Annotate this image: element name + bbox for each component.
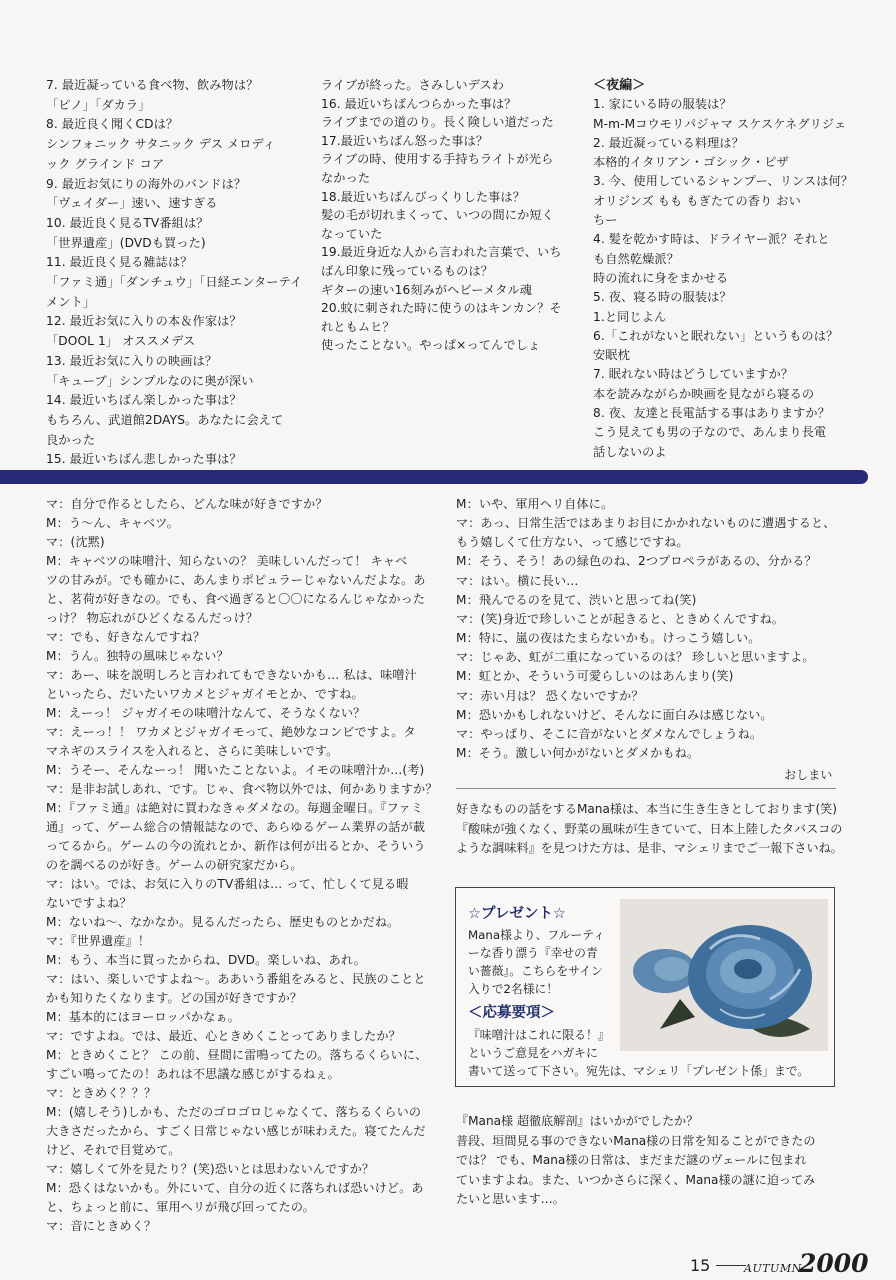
text-line: ライブまでの道のり。長く険しい道だった [321,115,554,130]
text-line: M：そう。激しい何かがないとダメかもね。 [456,746,700,761]
text-line: 10. 最近良く見るTV番組は？ [46,215,209,230]
text-line: 「キューブ」シンプルなのに奥が深い [46,373,254,388]
text-line: ギターの速い16刻みがヘビーメタル魂 [321,282,533,297]
text-line: M：うそー、そんなーっ！ 聞いたことないよ。イモの味噌汁か…(考) [46,763,425,777]
questions-column-2 [321,76,562,355]
text-line: マ：(沈黙) [46,535,105,549]
text-line: M：飛んでるのを見て、渋いと思ってね(笑) [456,592,697,607]
divider-line [456,788,836,789]
text-line: ていますよね。また、いつかさらに深く、Mana様の謎に迫ってみ [456,1172,816,1187]
text-line: 通』って、ゲーム総合の情報誌なので、あらゆるゲーム業界の話が載 [46,820,426,834]
text-line: マ：嬉しくて外を見たり？(笑)恐いとは思わないんですか？ [46,1162,375,1176]
text-line: 「ピノ」「ダカラ」 [46,97,151,112]
text-line: と、ちょっと前に、軍用ヘリが飛び回ってたの。 [46,1200,315,1214]
text-line: 17.最近いちばん怒った事は？ [321,133,489,148]
text-line: M：ときめくこと？ この前、昼間に雷鳴ってたの。落ちるくらいに、 [46,1048,428,1062]
text-line: 13. 最近お気に入りの映画は？ [46,353,218,368]
section-divider-band [0,470,868,484]
text-line: と、茗荷が好きなの。でも、食べ過ぎると〇〇になるんじゃなかった [46,592,426,606]
text-line: 1.と同じよん [593,309,667,324]
text-line: 話しないのよ [593,444,667,459]
text-line: マ：あっ、日常生活ではあまりお目にかかれないものに遭遇すると、 [456,516,836,531]
text-line: マ：ときめく？？？ [46,1086,157,1100]
text-line: い薔薇』。こちらをサイン [468,964,603,978]
text-line: 安眠枕 [593,348,630,363]
text-line: のを調べるのが好き。ゲームの研究家だから。 [46,858,303,872]
text-line: マ：はい。横に長い… [456,573,579,588]
text-line: 時の流れに身をまかせる [593,270,729,285]
text-line: 『味噌汁はこれに限る！』 [468,1028,610,1042]
text-line: 『Mana様 超徹底解剖』はいかがでしたか？ [456,1114,699,1128]
text-line: M：虹とか、そういう可愛らしいのはあんまり(笑) [456,669,734,684]
page-number: 15 [690,1256,711,1275]
present-title: ☆プレゼント☆ [468,906,566,922]
text-line: っけ？ 物忘れがひどくなるんだっけ？ [46,611,259,625]
text-line: 12. 最近お気に入りの本＆作家は？ [46,314,242,329]
text-line: M：う〜ん、キャベツ。 [46,516,179,530]
text-line: M：(嬉しそう)しかも、ただのゴロゴロじゃなくて、落ちるくらいの [46,1105,422,1119]
text-line: 7. 最近凝っている食べ物、飲み物は？ [46,78,259,92]
text-line: 8. 夜、友達と長電話する事はありますか？ [593,406,830,421]
text-line: マ：音にときめく？ [46,1219,157,1233]
text-line: ック グラインド コア [46,156,165,171]
text-line: マ：ですよね。では、最近、心ときめくことってありましたか？ [46,1029,401,1043]
text-line: 「世界遺産」(DVDも買った) [46,235,206,250]
closing-text [456,1112,815,1210]
text-line: M：特に、嵐の夜はたまらないかも。けっこう嬉しい。 [456,631,761,646]
text-line: ライブの時、使用する手持ちライトが光ら [321,152,554,167]
text-line: 入りで2名様に！ [468,982,559,996]
text-line: なかった [321,170,371,185]
text-line: マ：えーっ！！ ワカメとジャガイモって、絶妙なコンビですよ。タ [46,725,416,739]
text-line: 7. 眠れない時はどうしていますか？ [593,367,794,382]
text-line: ないですよね？ [46,896,132,910]
questions-column-3 [593,76,853,462]
apply-title: ＜応募要項＞ [468,1005,555,1021]
text-line: れともムヒ？ [321,319,395,334]
text-line: 本格的イタリアン・ゴシック・ピザ [593,155,789,170]
text-line: 髪の毛が切れまくって、いつの間にか短く [321,208,554,223]
text-line: マ：是非お試しあれ、です。じゃ、食べ物以外では、何かありますか？ [46,782,438,796]
blue-rose-photo [620,899,828,1051]
text-line: 20.蚊に刺された時に使うのはキンカン？そ [321,301,562,316]
text-line: もう嬉しくて仕方ない、って感じですね。 [456,535,689,550]
text-line: 11. 最近良く見る雑誌は？ [46,255,193,270]
text-line: 「ファミ通」「ダンチュウ」「日経エンターテイ [46,275,303,290]
text-line: 「DOOL 1」 オススメデス [46,334,196,349]
text-line: マ：はい。では、お気に入りのTV番組は… って、忙しくて見る暇 [46,877,409,891]
night-questions [593,95,853,462]
text-line: 19.最近身近な人から言われた言葉で、いち [321,245,562,260]
text-line: では？ でも、Mana様の日常は、まだまだ謎のヴェールに包まれ [456,1153,807,1168]
text-line: 良かった [46,432,96,447]
text-line: ツの甘みが。でも確かに、あんまりポピュラーじゃないんだよな。あ [46,573,426,587]
editor-note [456,800,843,859]
text-line: 15. 最近いちばん悲しかった事は？ [46,452,242,467]
text-line: 使ったことない。やっぱ×ってんでしょ [321,338,541,353]
text-line: M-m-Mコウモリパジャマ スケスケネグリジェ [593,116,847,131]
text-line: マ：自分で作るとしたら、どんな味が好きですか？ [46,497,328,511]
text-line: けど、それで目覚めて。 [46,1143,181,1157]
text-line: M：ないね〜、なかなか。見るんだったら、歴史ものとかだね。 [46,915,400,929]
text-line: 「ヴェイダー」速い、速すぎる [46,196,218,211]
text-line: オリジンズ もも もぎたての香り おい [593,193,801,208]
text-line: M：恐くはないかも。外にいて、自分の近くに落ちれば恐いけど。あ [46,1181,424,1195]
text-line: 4. 髪を乾かす時は、ドライヤー派？それと [593,232,830,247]
text-line: M：えーっ！ ジャガイモの味噌汁なんて、そうなくない？ [46,706,366,720]
present-box [455,887,835,1087]
text-line: 8. 最近良く聞くCDは？ [46,117,179,132]
text-line: マ：(笑)身近で珍しいことが起きると、ときめくんですね。 [456,611,785,626]
issue-year: 2000 [799,1249,869,1278]
text-line: ばん印象に残っているものは？ [321,263,494,278]
footer-line [716,1265,746,1266]
text-line: マ：『世界遺産』！ [46,934,151,948]
text-line: ライブが終った。さみしいデスわ [321,78,505,92]
text-line: 3. 今、使用しているシャンプー、リンスは何？ [593,174,854,189]
text-line: といったら、だいたいワカメとジャガイモとか、ですね。 [46,687,364,701]
text-line: M：もう、本当に買ったからね、DVD。楽しいね、あれ。 [46,953,367,967]
text-line: M：そう、そう！あの緑色のね、2つプロペラがあるの、分かる？ [456,554,817,569]
text-line: 18.最近いちばんびっくりした事は？ [321,189,525,204]
text-line: もちろん、武道館2DAYS。あなたに会えて [46,412,284,427]
ending-mark: おしまい [784,768,833,782]
text-line: M：基本的にはヨーロッパかなぁ。 [46,1010,240,1024]
text-line: M：『ファミ通』は絶対に買わなきゃダメなの。毎週金曜日。『ファミ [46,801,424,815]
text-line: 書いて送って下さい。宛先は、マシェリ「プレゼント係」まで。 [468,1064,810,1078]
text-line: かも知りたくなります。どの国が好きですか？ [46,991,303,1005]
text-line: すごい鳴ってたの！あれは不思議な感じがするねぇ。 [46,1067,340,1081]
text-line: ーな香り漂う『幸せの青 [468,946,598,960]
questions-column-1 [46,76,302,470]
text-line: マ：じゃあ、虹が二重になっているのは？ 珍しいと思いますよ。 [456,650,815,665]
text-line: 1. 家にいる時の服装は？ [593,97,732,112]
text-line: なっていた [321,226,383,241]
text-line: マ：はい、楽しいですよね〜。ああいう番組をみると、民族のことと [46,972,426,986]
text-line: こう見えても男の子なので、あんまり長電 [593,425,827,440]
text-line: マ：あー、味を説明しろと言われてもできないかも… 私は、味噌汁 [46,668,417,682]
text-line: 大きさだったから、すごく日常じゃない感じが味わえた。寝てたんだ [46,1124,426,1138]
text-line: マネギのスライスを入れると、さらに美味しいです。 [46,744,339,758]
text-line: シンフォニック サタニック デス メロディ [46,137,276,152]
text-line: Mana様より、フルーティ [468,928,605,942]
text-line: 好きなものの話をするMana様は、本当に生き生きとしております(笑) [456,802,837,816]
text-line: M：恐いかもしれないけど、そんなに面白みは感じない。 [456,707,773,722]
text-line: 本を読みながらか映画を見ながら寝るの [593,386,815,401]
text-line: マ：でも、好きなんですね？ [46,630,206,644]
text-line: 5. 夜、寝る時の服装は？ [593,290,732,305]
text-line: ちー [593,213,618,228]
text-line: 普段、垣間見る事のできないMana様の日常を知ることができたの [456,1133,816,1148]
text-line: ような調味料』を見つけた方は、是非、マシェリまでご一報下さいね。 [456,841,843,855]
interview-left-column [46,495,438,1236]
interview-right-column [456,495,835,763]
text-line: というご意見をハガキに [468,1046,598,1060]
text-line: メント」 [46,294,96,309]
present-text [468,926,605,998]
text-line: 16. 最近いちばんつらかった事は？ [321,96,517,111]
text-line: マ：やっぱり、そこに音がないとダメなんでしょうね。 [456,726,763,741]
text-line: ってるから。ゲームの今の流れとか、新作は何が出るとか、そういう [46,839,426,853]
text-line: 9. 最近お気にりの海外のバンドは？ [46,176,247,191]
text-line: M：キャベツの味噌汁、知らないの？ 美味しいんだって！ キャベ [46,554,408,568]
text-line: M：いや、軍用ヘリ自体に。 [456,497,614,511]
text-line: 14. 最近いちばん楽しかった事は？ [46,393,242,408]
text-line: 『酸味が強くなく、野菜の風味が生きていて、日本上陸したタバスコの [456,821,843,836]
text-line: も自然乾燥派？ [593,251,680,266]
text-line: たいと思います…。 [456,1192,565,1207]
text-line: 6.「これがないと眠れない」というものは？ [593,328,839,343]
text-line: M：うん。独特の風味じゃない？ [46,649,229,663]
issue-season: AUTUMN [744,1262,802,1275]
text-line: マ：赤い月は？ 恐くないですか？ [456,688,644,703]
night-section-header: ＜夜編＞ [593,78,646,93]
text-line: 2. 最近凝っている料理は？ [593,135,744,150]
